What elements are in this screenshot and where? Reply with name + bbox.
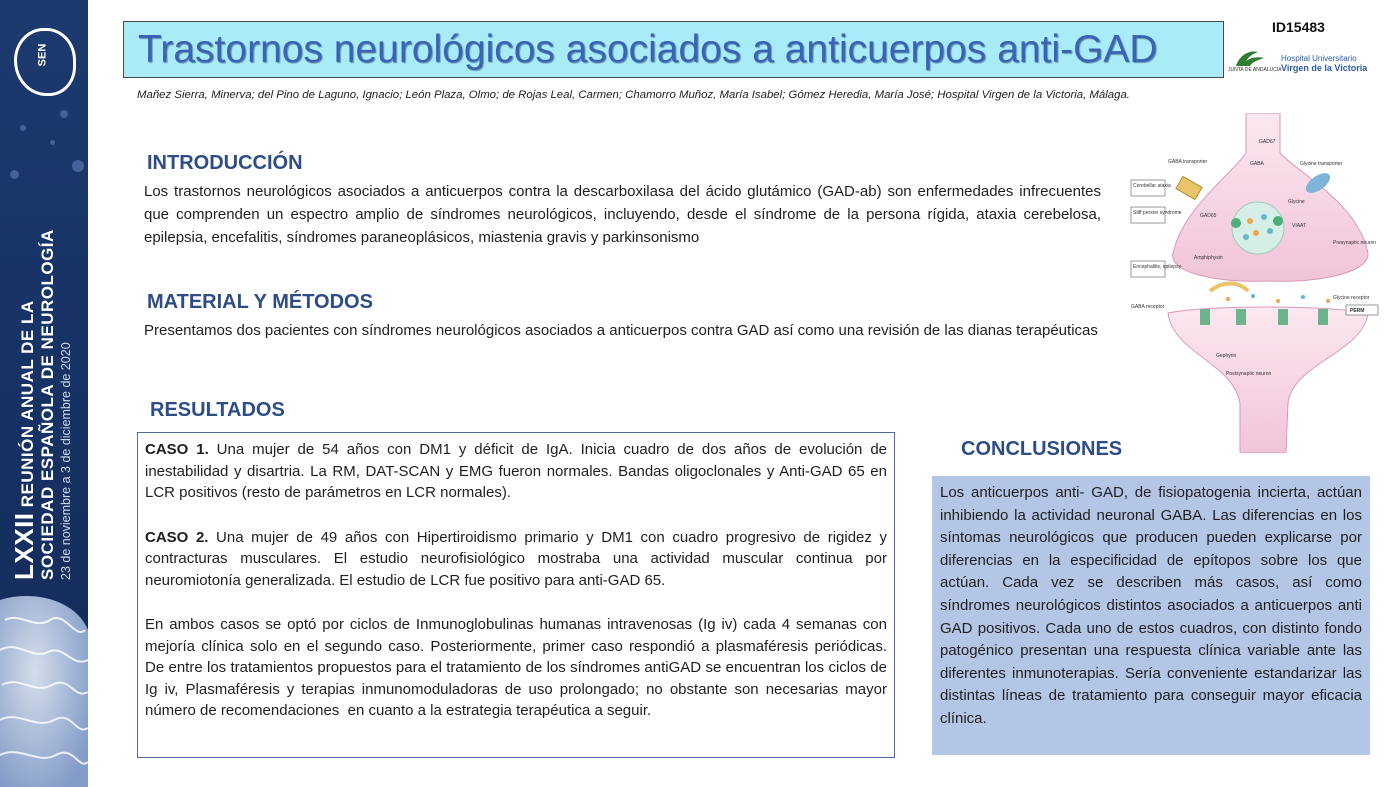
label-glycine: Glycine — [1288, 199, 1305, 205]
label-perm: PERM — [1350, 308, 1365, 314]
glycine-receptor-shape — [1318, 309, 1328, 325]
intro-heading: INTRODUCCIÓN — [147, 152, 303, 174]
label-stiff-person: Stiff person syndrome — [1133, 210, 1182, 216]
vesicle — [1243, 234, 1249, 240]
vesicle — [1261, 214, 1267, 220]
label-gad67: GAD67 — [1259, 139, 1276, 145]
case1-text: Una mujer de 54 años con DM1 y déficit de IgA. Inicia cuadro de dos años de evolución de inestabilidad y disartria. La RM, DAT-SCAN y EMG fueron normales. Bandas oligoclonales y Anti-GAD 65 en LCR positivos (resto de parámetros en LCR normales). — [145, 441, 888, 501]
methods-heading: MATERIAL Y MÉTODOS — [147, 291, 373, 313]
treatment-paragraph: En ambos casos se optó por ciclos de Inmunoglobulinas humanas intravenosas (Ig iv) cada 4 semanas con mejoría clínica solo en el segundo caso. Posteriormente, primer caso respondió a plasmaféresis periódicas. De entre los tratamientos propuestos para el tratamiento de los síndromes antiGAD se encuentran los ciclos de Ig iv, Plasmaféresis y terapias inmunomoduladoras de uso prolongado; no obstante son necesarias mayor número de recomendaciones en cuanto a la estrategia terapéutica a seguir. — [145, 616, 904, 719]
postsynaptic-neuron-shape — [1168, 307, 1368, 453]
vesicle — [1273, 216, 1283, 226]
conclusions-heading: CONCLUSIONES — [961, 438, 1123, 460]
hospital-logo-line1: Hospital Universitario — [1281, 54, 1357, 63]
congress-sidebar — [0, 0, 88, 787]
label-amphiphysin: Amphiphysin — [1194, 255, 1223, 261]
label-glycine-transporter: Glycine transporter — [1300, 161, 1343, 167]
conclusions-text: Los anticuerpos anti- GAD, de fisiopatogenia incierta, actúan inhibiendo la actividad neuronal GABA. Las diferencias en los síntomas neurológicos que producen pueden explicarse por diferencias en la especificidad de epítopos sobre los que actúan. Cada vez se describen más casos, así como síndromes neurológicos distintos asociados a anticuerpos anti GAD positivos. Cada uno de estos cuadros, con distinto fondo patogénico presentan una respuesta clínica variable ante las diferentes inmunoterapias. Sería conveniente estandarizar las distintas líneas de tratamiento para conseguir mayor eficacia clínica. — [940, 484, 1362, 727]
authors: Mañez Sierra, Minerva; del Pino de Laguno, Ignacio; León Plaza, Olmo; de Rojas Leal, Carmen; Chamorro Muñoz, María Isabel; Gómez Heredia, María José; Hospital Virgen de la Victoria, Málaga. — [137, 89, 1130, 101]
neurotransmitter — [1251, 294, 1255, 298]
brain-illustration — [0, 590, 88, 787]
vesicle — [1267, 228, 1273, 234]
gaba-receptor-shape — [1200, 309, 1210, 325]
synapse-diagram — [1128, 113, 1383, 453]
poster-id: ID15483 — [1272, 19, 1325, 35]
label-viaat: VIAAT — [1292, 223, 1307, 229]
hospital-logo-line2: Virgen de la Victoria — [1281, 63, 1368, 73]
neurotransmitter — [1301, 295, 1305, 299]
label-gaba-receptor: GABA receptor — [1131, 304, 1165, 310]
neurotransmitter — [1326, 299, 1330, 303]
intro-text: Los trastornos neurológicos asociados a anticuerpos contra la descarboxilasa del ácido glutámico (GAD-ab) son enfermedades infrecuentes que comprenden un espectro amplio de síndromes neurológicos, incluyendo, desde el síndrome de la persona rígida, ataxia cerebelosa, epilepsia, encefalitis, síndromes paraneoplásicos, miastenia gravis y parkinsonismo — [144, 183, 1101, 246]
glycine-receptor-shape — [1278, 309, 1288, 325]
hospital-logo — [1281, 54, 1371, 73]
congress-title — [9, 190, 74, 580]
congress-line1: REUNIÓN ANUAL DE LA — [18, 300, 37, 508]
label-encephalitis: Encephalitis, epilepsy — [1133, 264, 1182, 270]
vesicle-cluster — [1232, 202, 1284, 254]
poster-title: Trastornos neurológicos asociados a anticuerpos anti-GAD — [138, 28, 1158, 71]
sen-logo — [14, 28, 76, 96]
gaba-transporter-shape — [1176, 176, 1202, 199]
label-postsynaptic: Postsynaptic neuron — [1226, 371, 1272, 377]
label-gaba: GABA — [1250, 161, 1264, 167]
neurotransmitter — [1226, 297, 1230, 301]
congress-line2: SOCIEDAD ESPAÑOLA DE NEUROLOGÍA — [38, 229, 57, 580]
congress-dates: 23 de noviembre a 3 de diciembre de 2020 — [59, 342, 73, 580]
vesicle — [1253, 230, 1259, 236]
case2-text: Una mujer de 49 años con Hipertiroidismo primario y DM1 con cuadro progresivo de rigidez y contracturas musculares. El estudio neurofisiológico mostraba una actividad muscular continua por neuromiotonía generalizada. El estudio de LCR fue positivo para anti-GAD 65. — [145, 528, 887, 589]
neurotransmitter — [1276, 299, 1280, 303]
results-box — [137, 432, 904, 758]
label-glycine-receptor: Glycine receptor — [1333, 295, 1370, 301]
methods-text: Presentamos dos pacientes con síndromes neurológicos asociados a anticuerpos contra GAD así como una revisión de las dianas terapéuticas — [144, 322, 1098, 339]
label-presynaptic: Presynaptic neuron — [1333, 240, 1377, 246]
case1-paragraph — [145, 439, 887, 504]
title-banner — [123, 21, 1224, 78]
sen-logo-text: SEN — [36, 43, 49, 67]
label-gad65: GAD65 — [1200, 213, 1217, 219]
congress-edition: LXXII — [9, 512, 39, 580]
label-gaba-transporter: GABA transporter — [1168, 159, 1208, 165]
results-heading: RESULTADOS — [150, 399, 285, 421]
case1-label: CASO 1. — [145, 441, 209, 458]
vesicle — [1231, 218, 1241, 228]
conclusions-box — [932, 476, 1370, 755]
gaba-receptor-shape — [1236, 309, 1246, 325]
label-gephyrin: Gephyrin — [1216, 353, 1237, 359]
case2-label: CASO 2. — [145, 528, 209, 546]
vesicle — [1247, 218, 1253, 224]
label-cerebellar-ataxia: Cerebellar ataxia — [1133, 183, 1171, 189]
amphiphysin-shape — [1210, 284, 1248, 292]
junta-andalucia-text: JUNTA DE ANDALUCIA — [1228, 67, 1282, 73]
case2-paragraph — [145, 527, 887, 592]
